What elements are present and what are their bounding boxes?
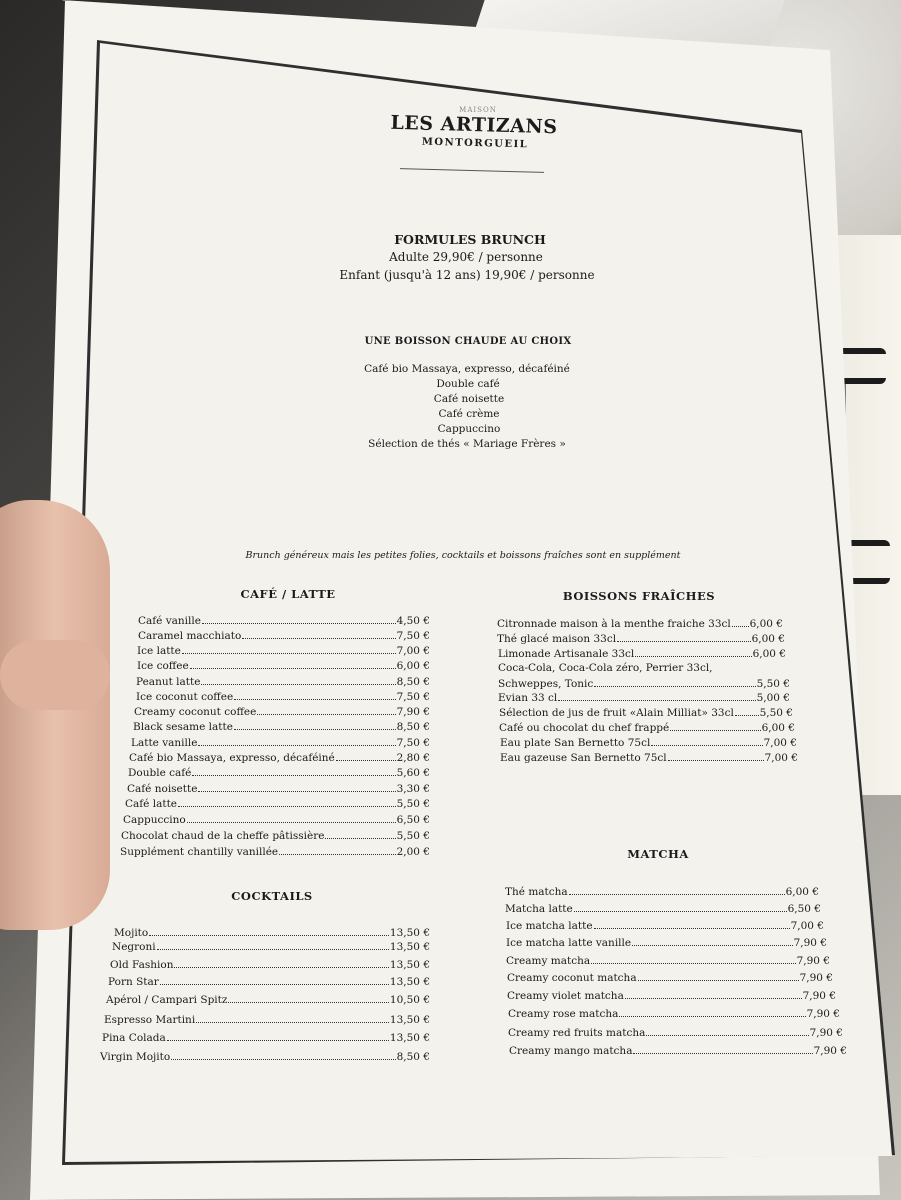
menu-item: Cappuccino 6,50 €	[123, 814, 430, 826]
menu-item: Supplément chantilly vanillée 2,00 €	[120, 846, 430, 858]
menu-item: Eau plate San Bernetto 75cl 7,00 €	[500, 737, 797, 749]
menu-item: Creamy matcha 7,90 €	[506, 955, 830, 967]
menu-item: Porn Star 13,50 €	[108, 976, 430, 988]
formules-enfant: Enfant (jusqu'à 12 ans) 19,90€ / personne	[339, 268, 595, 282]
menu-item: Pina Colada 13,50 €	[102, 1032, 430, 1044]
menu-item: Ice coffee 6,00 €	[137, 660, 430, 672]
boisson-chaude-item: Café noisette	[433, 393, 505, 405]
menu-item-line: Coca-Cola, Coca-Cola zéro, Perrier 33cl,	[498, 662, 713, 674]
boissons-fraiches-title: BOISSONS FRAÎCHES	[562, 589, 716, 603]
boisson-chaude-item: Cappuccino	[437, 423, 501, 435]
menu-item: Mojito 13,50 €	[114, 927, 430, 939]
boisson-chaude-title: UNE BOISSON CHAUDE AU CHOIX	[364, 336, 572, 347]
hand	[0, 500, 110, 930]
menu-item: Creamy violet matcha 7,90 €	[507, 990, 836, 1002]
menu-item: Negroni 13,50 €	[112, 941, 430, 953]
menu-item: Creamy coconut coffee 7,90 €	[134, 706, 430, 718]
brand-name: LES ARTIZANS	[390, 111, 558, 139]
menu-item: Café latte 5,50 €	[125, 798, 430, 810]
menu-item: Black sesame latte 8,50 €	[133, 721, 430, 733]
menu-item: Espresso Martini 13,50 €	[104, 1014, 430, 1026]
menu-item: Creamy mango matcha 7,90 €	[509, 1045, 847, 1057]
brand-subtitle: MONTORGUEIL	[421, 136, 529, 151]
boisson-chaude-item: Café bio Massaya, expresso, décaféiné	[364, 363, 570, 375]
hand-finger	[0, 640, 110, 710]
menu-item: Chocolat chaud de la cheffe pâtissière 5,50 €	[121, 830, 430, 842]
menu-item: Caramel macchiato 7,50 €	[138, 630, 430, 642]
brand-small-caption: MAISON	[459, 106, 497, 114]
menu-item: Eau gazeuse San Bernetto 75cl 7,00 €	[500, 752, 798, 764]
menu-item: Evian 33 cl 5,00 €	[498, 692, 790, 704]
menu-item: Creamy red fruits matcha 7,90 €	[508, 1027, 843, 1039]
menu-item: Citronnade maison à la menthe fraiche 33cl 6,00 €	[497, 618, 783, 630]
menu-item: Peanut latte 8,50 €	[136, 676, 430, 688]
formules-adulte: Adulte 29,90€ / personne	[389, 250, 543, 264]
menu-item: Thé glacé maison 33cl 6,00 €	[497, 633, 785, 645]
supplement-note: Brunch généreux mais les petites folies, cocktails et boissons fraîches sont en supplément	[245, 550, 681, 561]
cafe-latte-title: CAFÉ / LATTE	[240, 587, 336, 601]
menu-item: Sélection de jus de fruit «Alain Milliat» 33cl 5,50 €	[499, 707, 793, 719]
menu-item: Limonade Artisanale 33cl 6,00 €	[498, 648, 786, 660]
boisson-chaude-item: Café crème	[438, 408, 500, 420]
menu-item: Ice coconut coffee 7,50 €	[136, 691, 430, 703]
menu-item: Ice matcha latte 7,00 €	[506, 920, 824, 932]
matcha-title: MATCHA	[627, 847, 689, 861]
menu-item: Schweppes, Tonic 5,50 €	[498, 678, 790, 690]
menu-item: Latte vanille 7,50 €	[131, 737, 430, 749]
menu-item: Café ou chocolat du chef frappé 6,00 €	[499, 722, 795, 734]
menu-item: Old Fashion 13,50 €	[110, 959, 430, 971]
menu-item: Café vanille 4,50 €	[138, 615, 430, 627]
menu-item: Café noisette 3,30 €	[127, 783, 430, 795]
menu-item: Thé matcha 6,00 €	[505, 886, 819, 898]
menu-item: Creamy rose matcha 7,90 €	[508, 1008, 840, 1020]
menu-item: Double café 5,60 €	[128, 767, 430, 779]
cocktails-title: COCKTAILS	[231, 889, 313, 903]
boisson-chaude-item: Sélection de thés « Mariage Frères »	[368, 438, 566, 450]
boisson-chaude-item: Double café	[436, 378, 500, 390]
menu-item: Apérol / Campari Spitz 10,50 €	[106, 994, 430, 1006]
menu-item: Café bio Massaya, expresso, décaféiné 2,80 €	[129, 752, 430, 764]
menu-item: Ice latte 7,00 €	[137, 645, 430, 657]
formules-title: FORMULES BRUNCH	[394, 232, 546, 247]
menu-item: Ice matcha latte vanille 7,90 €	[506, 937, 827, 949]
menu-item: Virgin Mojito 8,50 €	[100, 1051, 430, 1063]
menu-item: Matcha latte 6,50 €	[505, 903, 821, 915]
menu-item: Creamy coconut matcha 7,90 €	[507, 972, 833, 984]
